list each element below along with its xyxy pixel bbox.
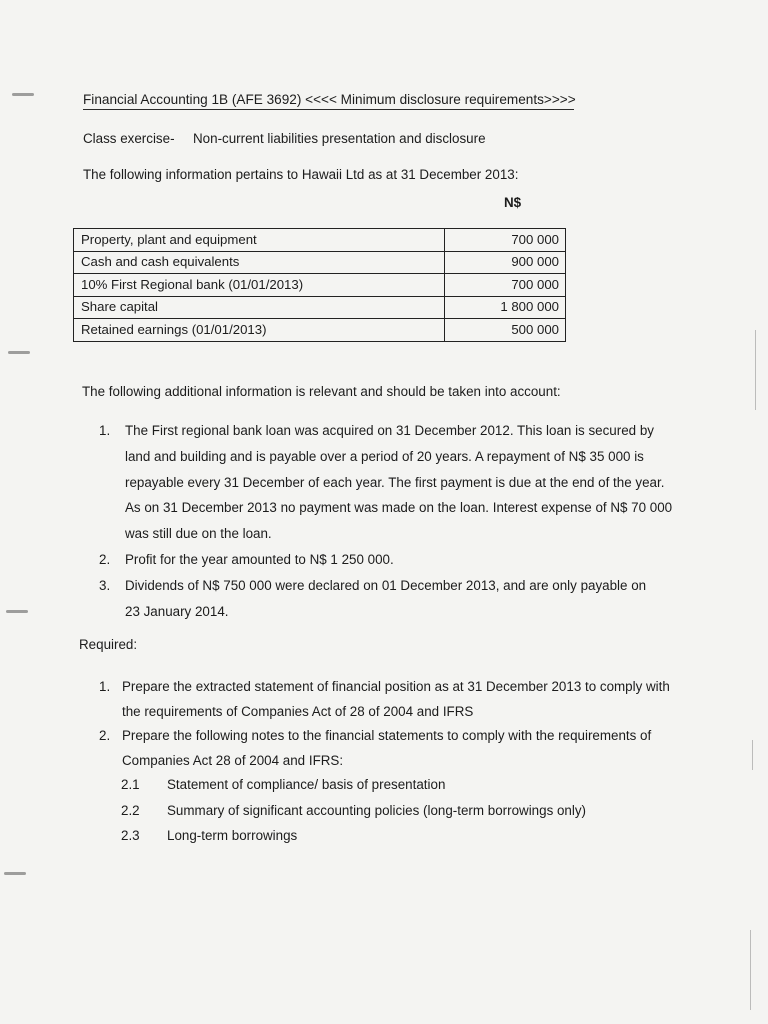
currency-header: N$ — [504, 195, 522, 210]
row-label: 10% First Regional bank (01/01/2013) — [74, 274, 445, 297]
sub-item — [79, 803, 719, 829]
scan-edge — [752, 740, 753, 770]
list-item-line: was still due on the loan. — [125, 526, 272, 542]
scan-edge — [755, 330, 756, 410]
row-amount: 1 800 000 — [445, 296, 566, 319]
table-row — [74, 319, 566, 342]
document-title: Financial Accounting 1B (AFE 3692) <<<< Minimum disclosure requirements>>>> — [83, 92, 576, 107]
exercise-topic: Non-current liabilities presentation and disclosure — [193, 131, 486, 146]
additional-heading: The following additional information is relevant and should be taken into account: — [82, 384, 561, 399]
sub-item-number: 2.3 — [121, 828, 140, 844]
scan-edge — [750, 930, 751, 1010]
list-item-line: Prepare the extracted statement of financial position as at 31 December 2013 to comply with — [122, 679, 670, 694]
row-label: Retained earnings (01/01/2013) — [74, 319, 445, 342]
scan-mark — [8, 351, 30, 354]
list-item-line: Dividends of N$ 750 000 were declared on 01 December 2013, and are only payable on — [125, 577, 647, 593]
list-item-line: As on 31 December 2013 no payment was made on the loan. Interest expense of N$ 70 000 — [125, 500, 673, 516]
table-row — [74, 296, 566, 319]
table-row — [74, 274, 566, 297]
list-item-number: 3. — [99, 577, 111, 593]
sub-item-number: 2.2 — [121, 802, 140, 818]
sub-item-text: Statement of compliance/ basis of presentation — [167, 777, 446, 793]
additional-info-list — [82, 423, 702, 629]
list-item-number: 1. — [99, 423, 111, 438]
sub-item — [79, 828, 719, 854]
list-item-line: Companies Act 28 of 2004 and IFRS: — [122, 752, 344, 768]
list-item-line: The First regional bank loan was acquired on 31 December 2012. This loan is secured by — [125, 423, 654, 438]
row-label: Cash and cash equivalents — [74, 251, 445, 274]
sub-item-number: 2.1 — [121, 777, 140, 793]
row-label: Share capital — [74, 296, 445, 319]
table-row — [74, 251, 566, 274]
required-heading: Required: — [79, 637, 138, 652]
list-item — [79, 728, 719, 777]
list-item-line: the requirements of Companies Act of 28 of 2004 and IFRS — [122, 703, 474, 719]
list-item — [82, 423, 702, 552]
list-item-number: 2. — [99, 551, 111, 567]
list-item — [79, 679, 719, 728]
table-row — [74, 229, 566, 252]
exercise-line — [83, 131, 486, 147]
required-list — [79, 679, 719, 854]
list-item-line: repayable every 31 December of each year. The first payment is due at the end of the year. — [125, 474, 665, 490]
list-item — [82, 578, 702, 630]
row-label: Property, plant and equipment — [74, 229, 445, 252]
financial-table — [73, 228, 566, 342]
list-item-number: 1. — [99, 679, 111, 694]
list-item-line: 23 January 2014. — [125, 603, 229, 619]
row-amount: 900 000 — [445, 251, 566, 274]
list-item-line: land and building and is payable over a period of 20 years. A repayment of N$ 35 000 is — [125, 448, 644, 464]
exercise-label: Class exercise- — [83, 131, 175, 146]
title-underline — [83, 109, 574, 110]
row-amount: 500 000 — [445, 319, 566, 342]
sub-item-text: Long-term borrowings — [167, 828, 298, 844]
list-item — [82, 552, 702, 578]
list-item-number: 2. — [99, 728, 111, 744]
sub-item-text: Summary of significant accounting policies (long-term borrowings only) — [167, 802, 587, 818]
intro-text: The following information pertains to Hawaii Ltd as at 31 December 2013: — [83, 167, 519, 182]
row-amount: 700 000 — [445, 274, 566, 297]
row-amount: 700 000 — [445, 229, 566, 252]
list-item-line: Profit for the year amounted to N$ 1 250 000. — [125, 551, 394, 567]
scan-mark — [4, 872, 26, 875]
scan-mark — [6, 610, 28, 613]
scan-mark — [12, 93, 34, 96]
list-item-line: Prepare the following notes to the financial statements to comply with the requirements of — [122, 728, 652, 744]
sub-item — [79, 777, 719, 803]
